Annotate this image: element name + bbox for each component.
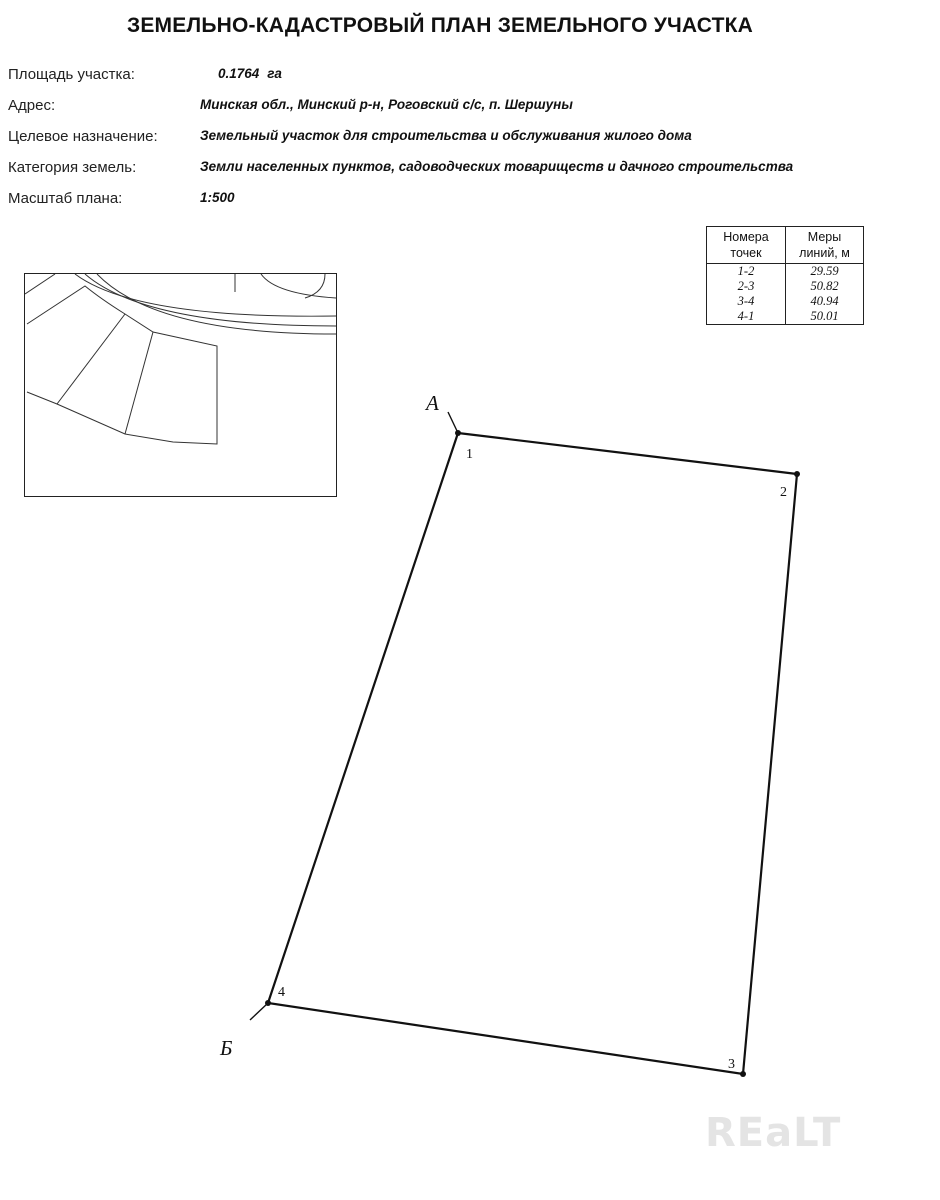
direction-b-leader (250, 1003, 268, 1020)
row-length: 50.82 (786, 279, 864, 294)
parcel-boundary (268, 433, 797, 1074)
area-value: 0.1764 (218, 66, 260, 81)
scale-value: 1:500 (200, 190, 235, 205)
row-length: 50.01 (786, 309, 864, 325)
row-points: 3-4 (707, 294, 786, 309)
point-1-label: 1 (466, 447, 473, 462)
category-label: Категория земель: (8, 159, 137, 176)
direction-a-label: А (426, 391, 439, 415)
area-label: Площадь участка: (8, 66, 135, 83)
document-title: ЗЕМЕЛЬНО-КАДАСТРОВЫЙ ПЛАН ЗЕМЕЛЬНОГО УЧАСТКА (126, 14, 754, 37)
row-points: 2-3 (707, 279, 786, 294)
point-4-label: 4 (278, 985, 285, 1000)
purpose-label: Целевое назначение: (8, 128, 158, 145)
point-2-marker (794, 471, 800, 477)
row-length: 40.94 (786, 294, 864, 309)
address-label: Адрес: (8, 97, 56, 114)
scale-label: Масштаб плана: (8, 190, 123, 207)
direction-a-leader (448, 412, 458, 433)
points-header: Номера точек (707, 227, 786, 264)
point-3-marker (740, 1071, 746, 1077)
category-value: Земли населенных пунктов, садоводческих товариществ и дачного строительства (200, 159, 794, 174)
watermark-logo: REaLT (705, 1110, 842, 1156)
lengths-header: Меры линий, м (786, 227, 864, 264)
address-value: Минская обл., Минский р-н, Роговский с/с, п. Шершуны (200, 97, 573, 112)
point-3-label: 3 (728, 1057, 735, 1072)
direction-b-label: Б (220, 1036, 233, 1060)
point-4-marker (265, 1000, 271, 1006)
row-points: 4-1 (707, 309, 786, 325)
point-2-label: 2 (780, 485, 787, 500)
area-unit: га (267, 66, 282, 81)
row-points: 1-2 (707, 264, 786, 280)
row-length: 29.59 (786, 264, 864, 280)
purpose-value: Земельный участок для строительства и обслуживания жилого дома (200, 128, 692, 143)
point-1-marker (455, 430, 461, 436)
